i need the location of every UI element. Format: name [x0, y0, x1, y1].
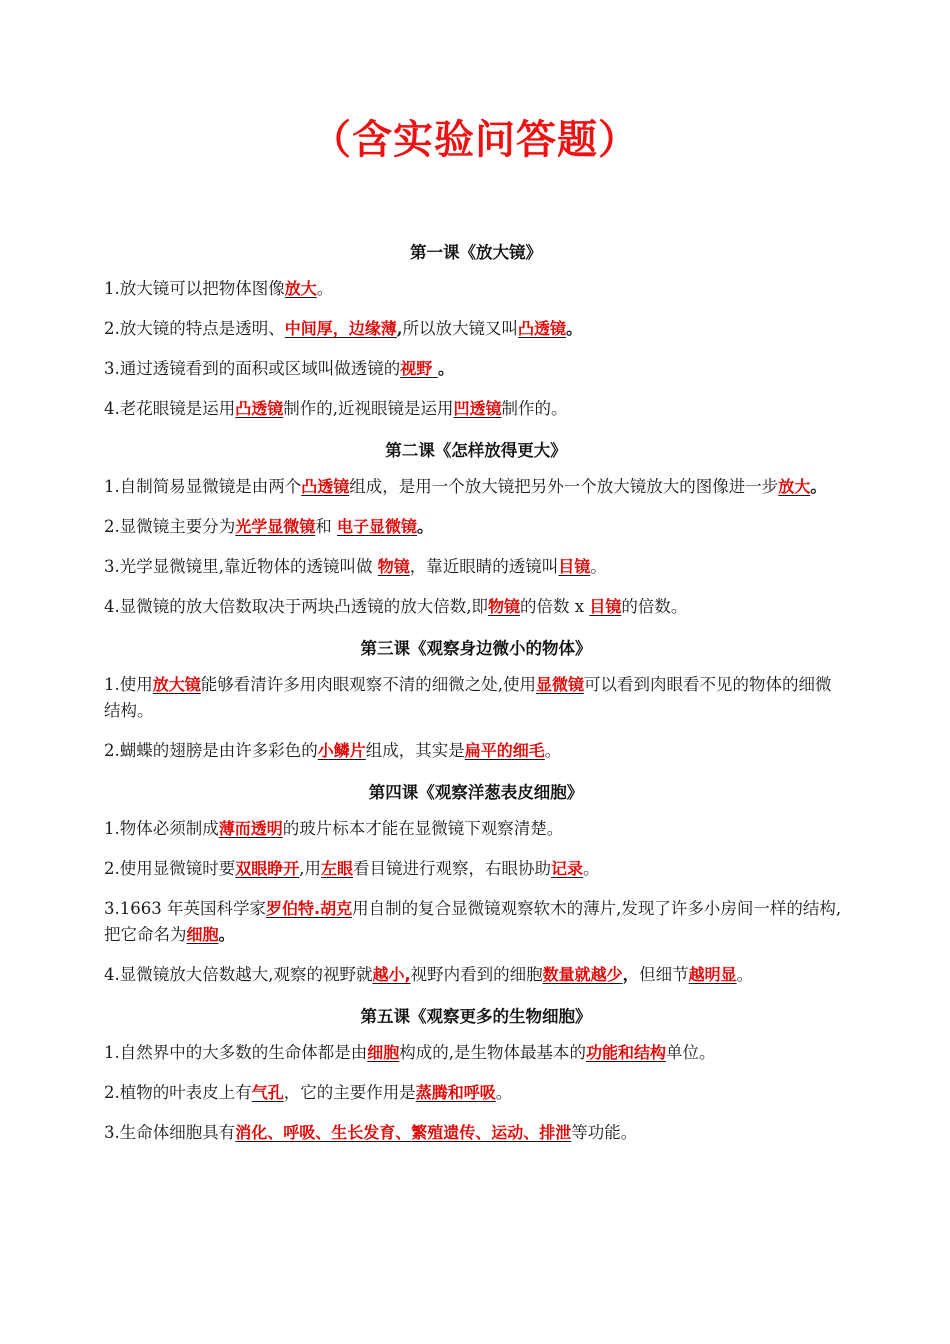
answer-blank: 放大镜 [152, 675, 201, 694]
punctuation: 。 [437, 359, 455, 378]
question-text: 4.老花眼镜是运用 [104, 399, 236, 418]
question-text: 可以看到肉眼看不见的物体的细微结构。 [104, 675, 832, 720]
question-text: 。 [736, 965, 754, 984]
lesson-section [104, 778, 848, 988]
question-text: 1.放大镜可以把物体图像 [104, 279, 285, 298]
question-text: 1.自制简易显微镜是由两个 [104, 477, 302, 496]
question-item [104, 1040, 848, 1066]
answer-blank: 放大 [778, 477, 811, 496]
question-text: 2.植物的叶表皮上有 [104, 1083, 252, 1102]
lesson-title: 第二课《怎样放得更大》 [385, 441, 567, 460]
question-text: 等功能。 [571, 1123, 638, 1142]
answer-blank: 细胞 [367, 1043, 400, 1062]
answer-blank: 小鳞片 [317, 741, 366, 760]
question-text: 2.放大镜的特点是透明、 [104, 319, 285, 338]
answer-blank: 视野 [400, 359, 438, 378]
answer-blank: 消化、呼吸、生长发育、繁殖遗传、运动、排泄 [235, 1123, 572, 1142]
punctuation: 。 [810, 477, 827, 496]
answer-blank: 数量就越少 [542, 965, 623, 984]
question-item [104, 1080, 848, 1106]
question-text: 但细节 [639, 965, 689, 984]
question-item [104, 672, 848, 724]
punctuation: 。 [566, 319, 583, 338]
answer-blank: 左眼 [321, 859, 354, 878]
punctuation: 。 [218, 925, 236, 944]
lesson-section [104, 238, 848, 422]
question-text: 看目镜进行观察，右眼协助 [353, 859, 552, 878]
answer-blank: 细胞 [186, 925, 219, 944]
answer-blank: 显微镜 [536, 675, 585, 694]
question-item [104, 1120, 848, 1146]
question-text: 单位。 [666, 1043, 716, 1062]
question-text: 视野内看到的细胞 [410, 965, 543, 984]
question-text: 制作的,近视眼镜是运用 [283, 399, 454, 418]
answer-blank: 薄而透明 [218, 819, 283, 838]
answer-blank: 物镜 [488, 597, 521, 616]
question-text: 2.蝴蝶的翅膀是由许多彩色的 [104, 741, 318, 760]
lesson-title: 第三课《观察身边微小的物体》 [360, 639, 592, 658]
answer-blank: 越明显 [688, 965, 737, 984]
question-text: 。 [583, 859, 600, 878]
question-item [104, 396, 848, 422]
question-text: ,用 [299, 859, 322, 878]
question-text: 的倍数 x [520, 597, 590, 616]
question-text: 2.显微镜主要分为 [104, 517, 236, 536]
question-text: 4.显微镜放大倍数越大,观察的视野就 [104, 965, 373, 984]
answer-blank: 电子显微镜 [337, 517, 418, 536]
question-text: 的玻片标本才能在显微镜下观察清楚。 [282, 819, 564, 838]
question-text: 3.通过透镜看到的面积或区域叫做透镜的 [104, 359, 401, 378]
question-text: 。 [495, 1083, 513, 1102]
lesson-title: 第五课《观察更多的生物细胞》 [360, 1007, 592, 1026]
answer-blank: 蒸腾和呼吸 [415, 1083, 496, 1102]
question-item [104, 896, 848, 948]
answer-blank: 罗伯特.胡克 [265, 899, 353, 918]
question-text: 1.使用 [104, 675, 153, 694]
question-item [104, 594, 848, 620]
question-item [104, 474, 848, 500]
answer-blank: 目镜 [558, 557, 591, 576]
question-item [104, 276, 848, 302]
question-text: 3.生命体细胞具有 [104, 1123, 236, 1142]
question-text: 。 [544, 741, 562, 760]
answer-blank: 越小, [372, 965, 411, 984]
question-text: 所以放大镜又叫 [402, 319, 519, 338]
answer-blank: 光学显微镜 [235, 517, 316, 536]
question-text: 3.1663 年英国科学家 [104, 899, 266, 918]
answer-blank: 凸透镜 [518, 319, 567, 338]
question-item [104, 816, 848, 842]
question-text: 4.显微镜的放大倍数取决于两块凸透镜的放大倍数,即 [104, 597, 488, 616]
question-text: ，它的主要作用是 [283, 1083, 416, 1102]
answer-blank: 凹透镜 [453, 399, 502, 418]
answer-blank: 凸透镜 [235, 399, 284, 418]
document-title: （含实验问答题） [311, 117, 639, 163]
question-text: 组成，其实是 [365, 741, 465, 760]
question-text: 和 [315, 517, 338, 536]
lesson-section [104, 436, 848, 620]
answer-blank: 放大 [284, 279, 317, 298]
question-text: 。 [316, 279, 334, 298]
answer-blank: 中间厚，边缘薄 [284, 319, 397, 338]
question-text: 构成的,是生物体最基本的 [399, 1043, 587, 1062]
question-text: ，靠近眼睛的透镜叫 [409, 557, 559, 576]
question-item [104, 738, 848, 764]
question-text: 组成，是用一个放大镜把另外一个放大镜放大的图像进一步 [349, 477, 779, 496]
question-text: 1.自然界中的大多数的生命体都是由 [104, 1043, 368, 1062]
answer-blank: 扁平的细毛 [464, 741, 545, 760]
question-item [104, 356, 848, 382]
question-item [104, 514, 848, 540]
question-text: 的倍数。 [621, 597, 688, 616]
question-item [104, 962, 848, 988]
lesson-list [104, 238, 848, 1160]
answer-blank: 功能和结构 [586, 1043, 667, 1062]
lesson-section [104, 634, 848, 764]
lesson-section [104, 1002, 848, 1146]
answer-blank: 气孔 [251, 1083, 284, 1102]
answer-blank: 双眼睁开 [235, 859, 300, 878]
answer-blank: 物镜 [377, 557, 410, 576]
punctuation: , [396, 319, 403, 338]
answer-blank: 凸透镜 [301, 477, 350, 496]
punctuation: ， [622, 965, 640, 984]
question-text: 3.光学显微镜里,靠近物体的透镜叫做 [104, 557, 378, 576]
punctuation: 。 [417, 517, 434, 536]
question-item [104, 856, 848, 882]
question-text: 制作的。 [501, 399, 568, 418]
answer-blank: 记录 [551, 859, 584, 878]
question-item [104, 316, 848, 342]
answer-blank: 目镜 [589, 597, 622, 616]
lesson-title: 第一课《放大镜》 [410, 243, 542, 262]
question-text: 2.使用显微镜时要 [104, 859, 236, 878]
question-item [104, 554, 848, 580]
question-text: 用自制的复合显微镜观察软木的薄片,发现了许多小房间一样的结构,把它命名为 [104, 899, 842, 944]
question-text: 能够看清许多用肉眼观察不清的细微之处,使用 [200, 675, 537, 694]
lesson-title: 第四课《观察洋葱表皮细胞》 [368, 783, 584, 802]
question-text: 1.物体必须制成 [104, 819, 219, 838]
question-text: 。 [590, 557, 607, 576]
